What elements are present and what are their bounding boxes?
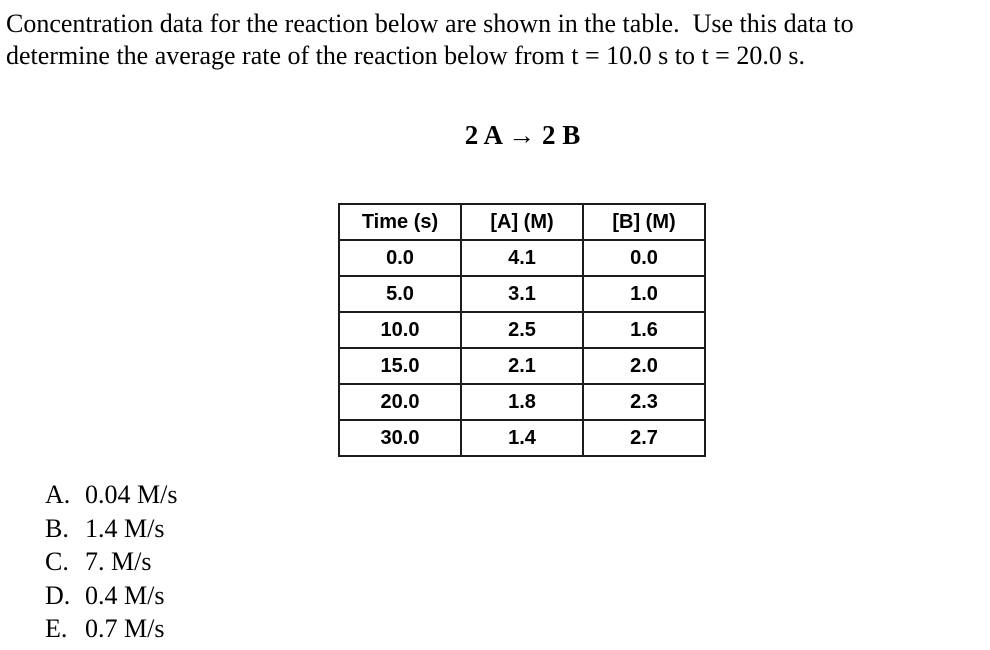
cell-conc-a: 1.8 bbox=[461, 384, 583, 420]
answer-choice-c bbox=[45, 545, 177, 579]
cell-time: 5.0 bbox=[339, 276, 461, 312]
cell-time: 15.0 bbox=[339, 348, 461, 384]
table-row bbox=[339, 384, 705, 420]
concentration-table bbox=[338, 203, 706, 457]
choice-letter: C. bbox=[45, 547, 69, 576]
answer-choice-a bbox=[45, 478, 177, 512]
cell-conc-b: 2.7 bbox=[583, 420, 705, 456]
answer-choice-d bbox=[45, 579, 177, 613]
cell-time: 10.0 bbox=[339, 312, 461, 348]
table-row bbox=[339, 348, 705, 384]
cell-conc-b: 0.0 bbox=[583, 240, 705, 276]
table-row bbox=[339, 312, 705, 348]
column-header-time: Time (s) bbox=[339, 204, 461, 240]
cell-time: 30.0 bbox=[339, 420, 461, 456]
reaction-equation: 2 A → 2 B bbox=[464, 120, 581, 150]
choice-value: 7. M/s bbox=[85, 547, 152, 576]
table-header-row bbox=[339, 204, 705, 240]
choice-value: 0.7 M/s bbox=[85, 614, 165, 643]
cell-conc-b: 1.6 bbox=[583, 312, 705, 348]
question-line-2: determine the average rate of the reaction below from t = 10.0 s to t = 20.0 s. bbox=[6, 41, 805, 70]
cell-conc-b: 2.3 bbox=[583, 384, 705, 420]
question-line-1: Concentration data for the reaction below are shown in the table. Use this data to bbox=[6, 9, 854, 38]
cell-time: 20.0 bbox=[339, 384, 461, 420]
table-row bbox=[339, 420, 705, 456]
choice-letter: E. bbox=[45, 614, 68, 643]
cell-conc-b: 1.0 bbox=[583, 276, 705, 312]
cell-conc-b: 2.0 bbox=[583, 348, 705, 384]
table-row bbox=[339, 240, 705, 276]
column-header-conc-b: [B] (M) bbox=[583, 204, 705, 240]
table-row bbox=[339, 276, 705, 312]
choice-value: 1.4 M/s bbox=[85, 513, 165, 543]
cell-conc-a: 1.4 bbox=[461, 420, 583, 456]
cell-conc-a: 2.1 bbox=[461, 348, 583, 384]
cell-conc-a: 3.1 bbox=[461, 276, 583, 312]
answer-choice-b bbox=[45, 512, 177, 546]
cell-conc-a: 2.5 bbox=[461, 312, 583, 348]
cell-conc-a: 4.1 bbox=[461, 240, 583, 276]
choice-letter: A. bbox=[45, 480, 71, 509]
answer-choice-e bbox=[45, 612, 177, 646]
choice-letter: B. bbox=[45, 513, 69, 543]
answer-choices bbox=[45, 478, 177, 646]
column-header-conc-a: [A] (M) bbox=[461, 204, 583, 240]
choice-value: 0.4 M/s bbox=[85, 580, 165, 610]
choice-value: 0.04 M/s bbox=[85, 480, 178, 509]
question-text bbox=[6, 8, 854, 72]
choice-letter: D. bbox=[45, 580, 71, 610]
cell-time: 0.0 bbox=[339, 240, 461, 276]
